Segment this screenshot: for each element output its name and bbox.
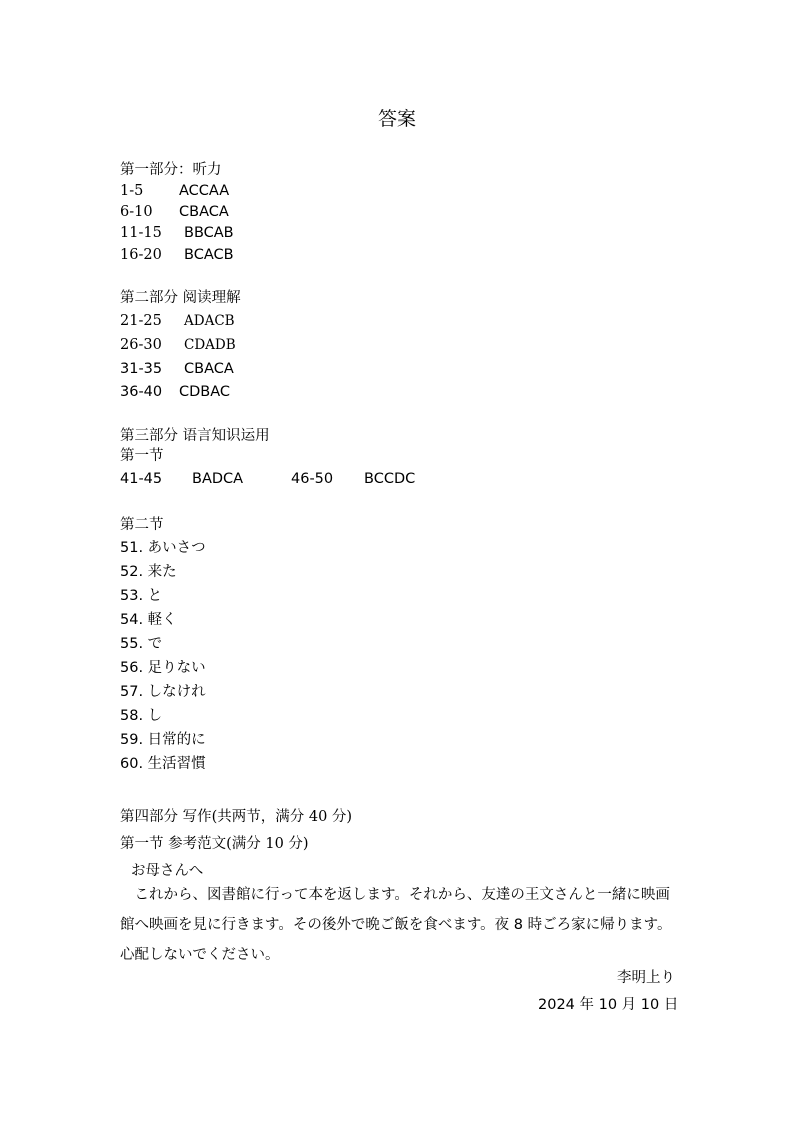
cloze-answer-item: 54. 軽く <box>120 612 177 628</box>
part3-heading: 第三部分 语言知识运用 <box>120 428 270 444</box>
answer-letters: BADCA <box>192 471 244 487</box>
question-range: 26-30 <box>120 337 162 353</box>
cloze-answer-item: 53. と <box>120 588 163 604</box>
part3-section1-heading: 第一节 <box>120 448 164 464</box>
answer-letters: BBCAB <box>184 225 234 241</box>
part1-heading: 第一部分：听力 <box>120 162 222 178</box>
question-range: 21-25 <box>120 313 162 329</box>
answer-letters: CDBAC <box>179 384 231 400</box>
question-range: 36-40 <box>120 384 163 400</box>
part2-heading: 第二部分 阅读理解 <box>120 290 241 306</box>
part2-row <box>120 335 236 355</box>
part2-row <box>120 359 234 379</box>
question-range: 16-20 <box>120 247 162 263</box>
answer-letters: CBACA <box>179 204 229 220</box>
answer-letters: BCACB <box>184 247 234 263</box>
part3-section2-heading: 第二节 <box>120 517 164 533</box>
part1-row <box>120 245 234 265</box>
answer-letters: CDADB <box>184 337 236 353</box>
letter-salutation: お母さんへ <box>131 863 204 879</box>
letter-date: 2024 年 10 月 10 日 <box>538 997 679 1013</box>
part4-section1-heading: 第一节 参考范文(满分 10 分) <box>120 836 309 852</box>
answer-letters: BCCDC <box>364 471 416 487</box>
part2-row <box>120 311 235 331</box>
answer-letters: ADACB <box>184 313 235 329</box>
part1-row <box>120 223 234 243</box>
answer-letters: CBACA <box>184 361 234 377</box>
letter-body: これから、図書館に行って本を返します。それから、友達の王文さんと一緒に映画館へ映画を見に行きます。その後外で晩ご飯を食べます。夜 8 時ごろ家に帰ります。心配しないでください。 <box>120 887 672 963</box>
question-range: 41-45 <box>120 471 163 487</box>
cloze-answer-item: 52. 来た <box>120 564 177 580</box>
cloze-answer-item: 51. あいさつ <box>120 540 206 556</box>
part1-row <box>120 181 229 201</box>
question-range: 1-5 <box>120 183 144 199</box>
question-range: 46-50 <box>291 471 334 487</box>
cloze-answer-item: 57. しなけれ <box>120 684 206 700</box>
cloze-answer-item: 60. 生活習慣 <box>120 756 206 772</box>
cloze-answer-item: 56. 足りない <box>120 660 206 676</box>
question-range: 31-35 <box>120 361 163 377</box>
part4-heading: 第四部分 写作(共两节，满分 40 分) <box>120 809 353 825</box>
letter-signature: 李明上り <box>617 970 675 986</box>
answer-letters: ACCAA <box>179 183 230 199</box>
part3-section1-row <box>120 469 415 489</box>
cloze-answer-item: 59. 日常的に <box>120 732 206 748</box>
cloze-answer-item: 55. で <box>120 636 163 652</box>
question-range: 6-10 <box>120 204 153 220</box>
page-title: 答案 <box>377 108 416 130</box>
question-range: 11-15 <box>120 225 162 241</box>
part1-row <box>120 202 229 222</box>
part2-row <box>120 382 230 402</box>
cloze-answer-item: 58. し <box>120 708 163 724</box>
